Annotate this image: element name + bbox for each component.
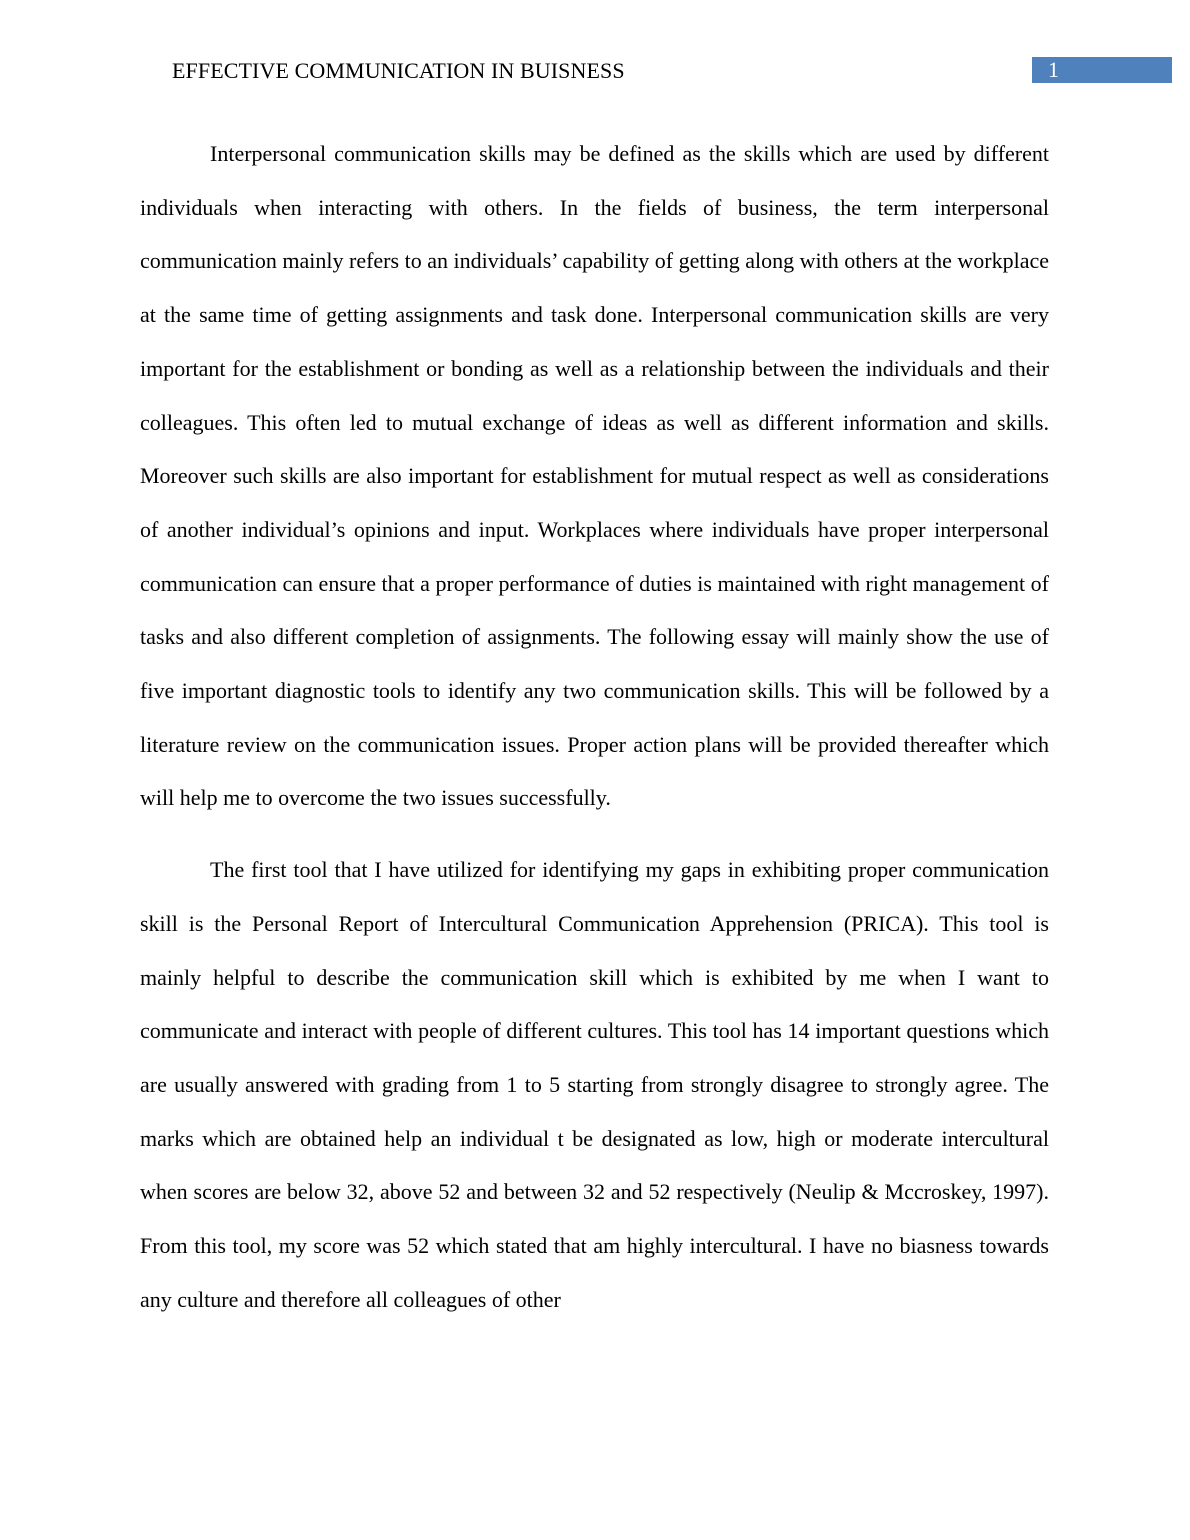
running-head: EFFECTIVE COMMUNICATION IN BUISNESS <box>172 58 625 83</box>
page-number-box <box>1032 57 1172 83</box>
paragraph-first-tool: The first tool that I have utilized for identifying my gaps in exhibiting proper communication skill is the Personal Report of Intercultural Communication Apprehension (PRICA). This tool is mainly helpful to describe the communication skill which is exhibited by me when I want to communicate and interact with people of different cultures. This tool has 14 important questions which are usually answered with grading from 1 to 5 starting from strongly disagree to strongly agree. The marks which are obtained help an individual t be designated as low, high or moderate intercultural when scores are below 32, above 52 and between 32 and 52 respectively (Neulip & Mccroskey, 1997). From this tool, my score was 52 which stated that am highly intercultural. I have no biasness towards any culture and therefore all colleagues of other <box>140 857 1049 1312</box>
body-text <box>140 127 1049 1344</box>
page-number: 1 <box>1048 57 1059 82</box>
paragraph-introduction: Interpersonal communication skills may be defined as the skills which are used by different individuals when interacting with others. In the fields of business, the term interpersonal communication mainly refers to an individuals’ capability of getting along with others at the workplace at the same time of getting assignments and task done. Interpersonal communication skills are very important for the establishment or bonding as well as a relationship between the individuals and their colleagues. This often led to mutual exchange of ideas as well as different information and skills. Moreover such skills are also important for establishment for mutual respect as well as considerations of another individual’s opinions and input. Workplaces where individuals have proper interpersonal communication can ensure that a proper performance of duties is maintained with right management of tasks and also different completion of assignments. The following essay will mainly show the use of five important diagnostic tools to identify any two communication skills. This will be followed by a literature review on the communication issues. Proper action plans will be provided thereafter which will help me to overcome the two issues successfully. <box>140 141 1049 811</box>
